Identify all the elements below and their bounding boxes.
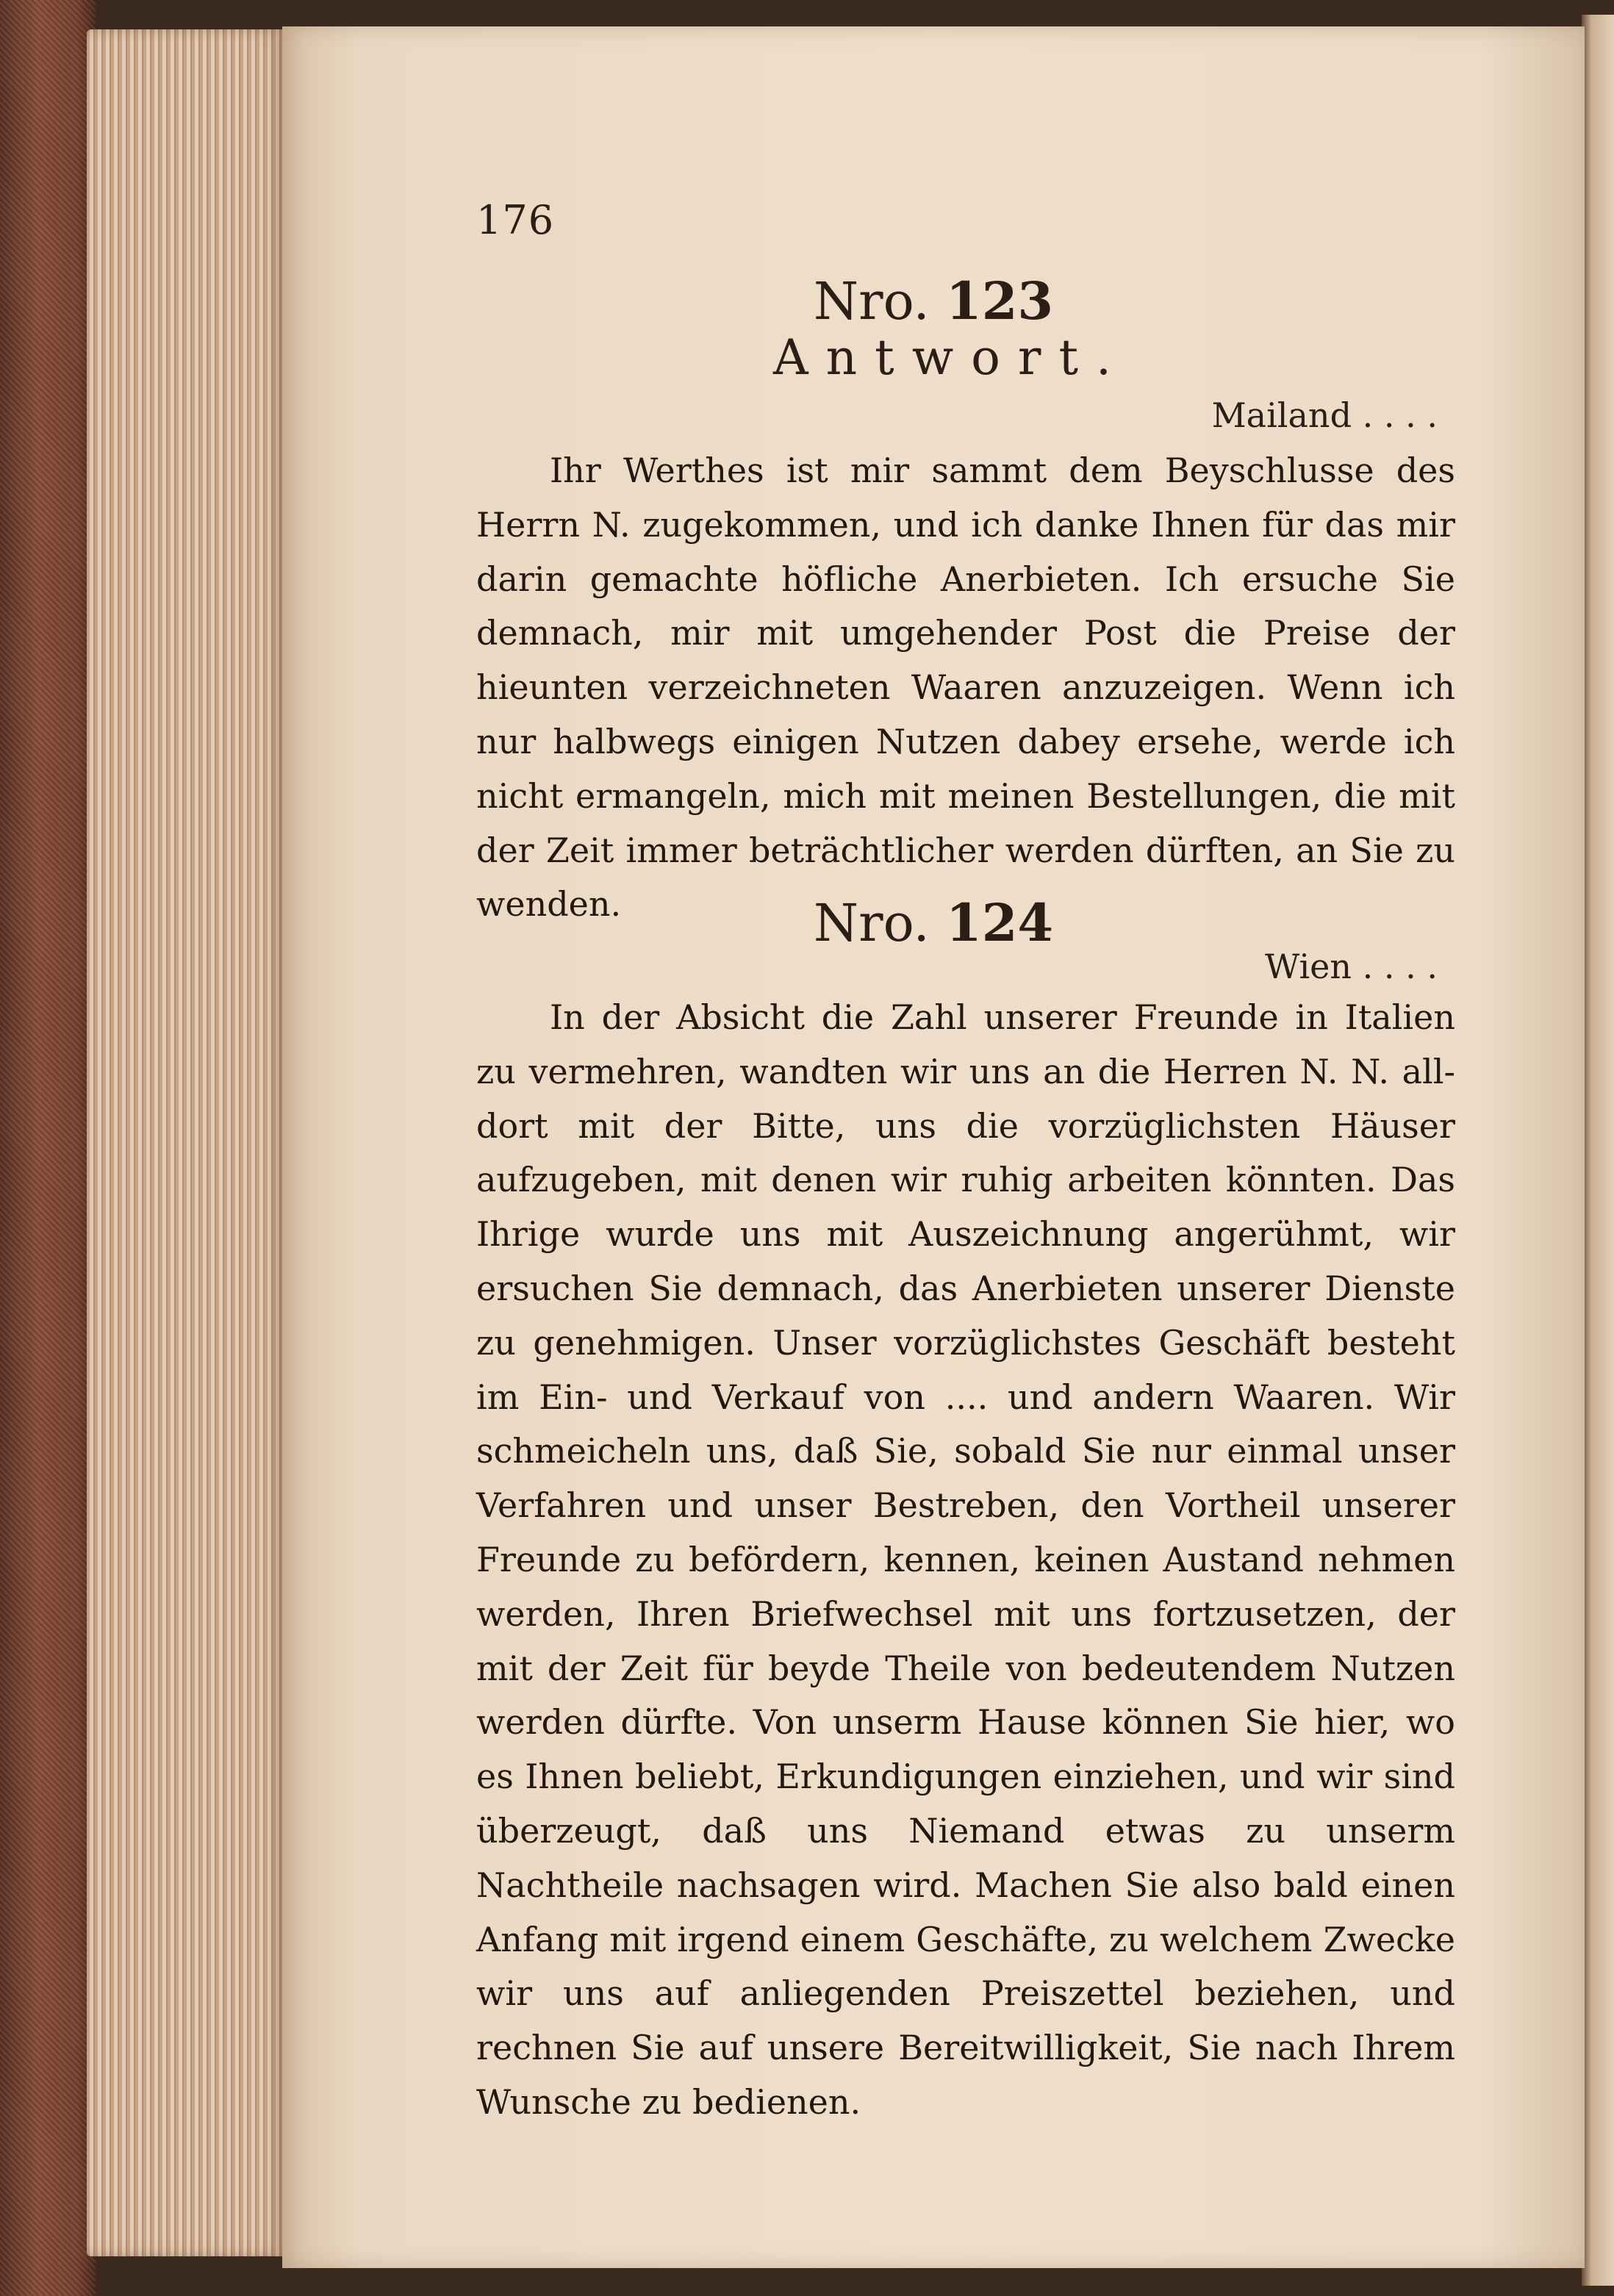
letter-heading-123 — [282, 270, 1585, 331]
page-edges — [87, 29, 285, 2256]
heading-number: 123 — [946, 270, 1054, 331]
heading-prefix: Nro. — [813, 271, 930, 331]
letter-body-124: In der Absicht die Zahl unserer Freunde in Italien zu vermehren, wandten wir uns an die Herren N. N. alldort mit der Bitte, uns die vorzüglichsten Häuser aufzugeben, mit denen wir ruhig arbeiten könnten. Das Ihrige wurde uns mit Auszeichnung angerühmt, wir ersuchen Sie demnach, das Anerbieten unserer Dienste zu genehmigen. Unser vorzüglichstes Geschäft besteht im Ein- und Verkauf von .... und andern Waaren. Wir schmeicheln uns, daß Sie, sobald Sie nur einmal unser Verfahren und unser Bestreben, den Vortheil unserer Freunde zu befördern, kennen, keinen Austand nehmen werden, Ihren Briefwechsel mit uns fortzusetzen, der mit der Zeit für beyde Theile von bedeutendem Nutzen werden dürfte. Von unserm Hause können Sie hier, wo es Ihnen beliebt, Erkundigungen einziehen, und wir sind überzeugt, daß uns Niemand etwas zu unserm Nachtheile nachsagen wird. Machen Sie also bald einen Anfang mit irgend einem Geschäfte, zu welchem Zwecke wir uns auf anliegenden Preiszettel beziehen, und rechnen Sie auf unsere Bereitwilligkeit, Sie nach Ihrem Wunsche zu bedienen. — [476, 997, 1455, 2122]
book-cover — [0, 0, 96, 2296]
letter-place: Wien . . . . — [1264, 947, 1438, 986]
letter-heading-124 — [282, 892, 1585, 953]
letter-place: Mailand . . . . — [1211, 395, 1438, 435]
page-number: 176 — [476, 197, 555, 243]
heading-prefix: Nro. — [813, 893, 930, 953]
book-page — [282, 26, 1585, 2268]
letter-subheading: Antwort. — [773, 329, 1129, 386]
letter-body-123: Ihr Werthes ist mir sammt dem Beyschlusse des Herrn N. zugekommen, und ich danke Ihnen für das mir darin gemachte höfliche Anerbieten. Ich ersuche Sie demnach, mir mit umgehender Post die Preise der hieunten verzeichneten Waaren anzuzeigen. Wenn ich nur halbwegs einigen Nutzen dabey ersehe, werde ich nicht ermangeln, mich mit meinen Bestellungen, die mit der Zeit immer beträchtlicher werden dürften, an Sie zu wenden. — [476, 451, 1455, 925]
heading-number: 124 — [946, 892, 1054, 953]
